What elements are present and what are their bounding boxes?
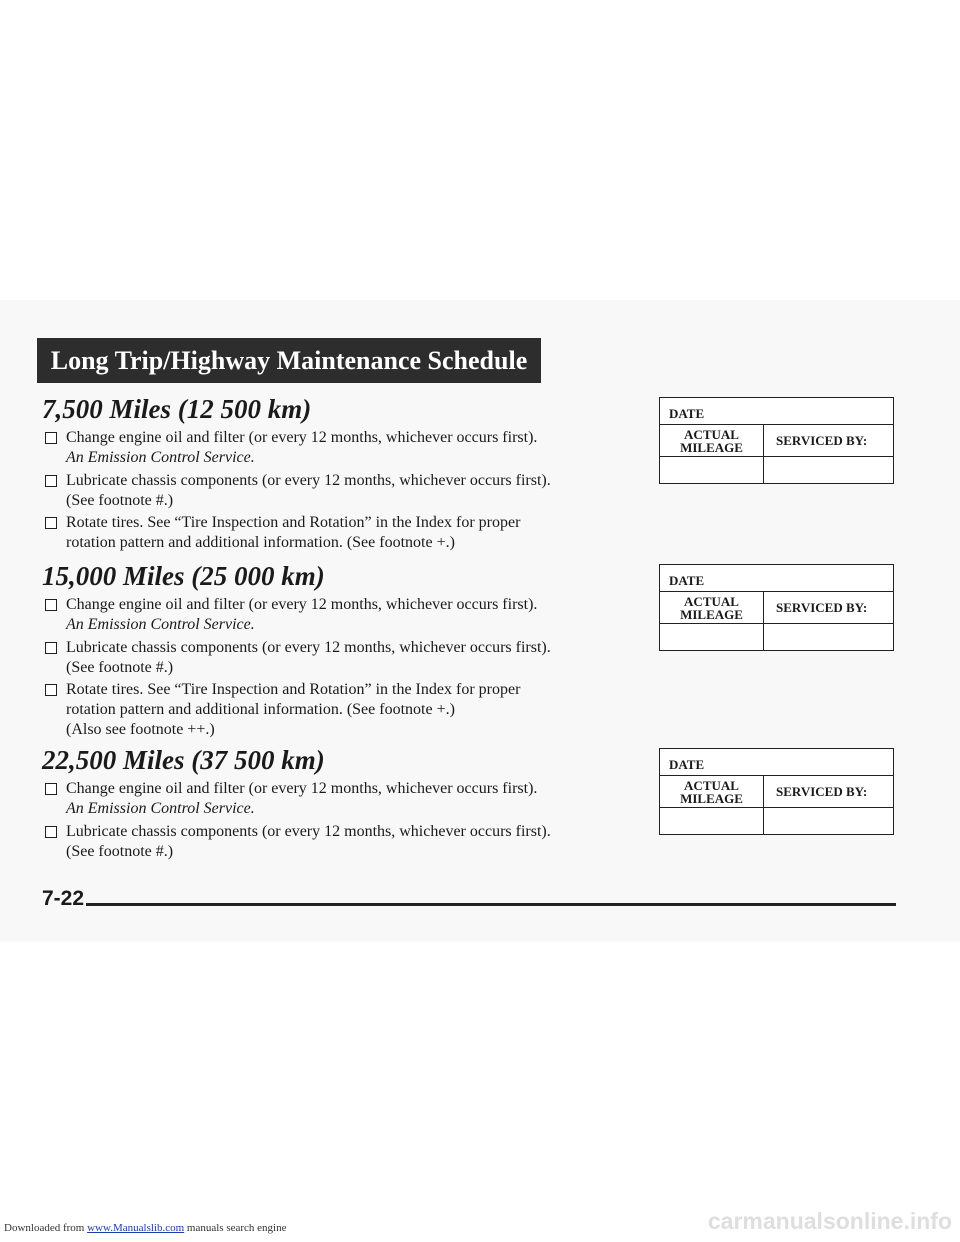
mileage-field[interactable] — [660, 624, 764, 650]
serviced-by-field[interactable] — [764, 457, 893, 483]
footer-rule — [86, 903, 896, 906]
list-item: Change engine oil and filter (or every 12 months, whichever occurs first). An Emission Control Service. — [42, 428, 642, 468]
checkbox[interactable] — [45, 517, 57, 529]
download-credit: Downloaded from www.Manualslib.com manuals search engine — [4, 1222, 287, 1234]
mileage-field[interactable] — [660, 808, 764, 834]
service-log-box — [659, 397, 894, 484]
serviced-by-label: SERVICED BY: — [764, 776, 893, 808]
checkbox[interactable] — [45, 475, 57, 487]
list-item: Lubricate chassis components (or every 12 months, whichever occurs first). (See footnote #.) — [42, 822, 642, 862]
list-item: Rotate tires. See “Tire Inspection and Rotation” in the Index for proper rotation pattern and additional information. (See footnote +.) — [42, 513, 642, 553]
checkbox[interactable] — [45, 783, 57, 795]
list-item: Change engine oil and filter (or every 12 months, whichever occurs first). An Emission Control Service. — [42, 595, 642, 635]
list-item: Rotate tires. See “Tire Inspection and Rotation” in the Index for proper rotation pattern and additional information. (See footnote +.) (Also see footnote ++.) — [42, 680, 642, 740]
service-log-box — [659, 748, 894, 835]
serviced-by-field[interactable] — [764, 624, 893, 650]
list-item: Change engine oil and filter (or every 12 months, whichever occurs first). An Emission Control Service. — [42, 779, 642, 819]
actual-mileage-label: ACTUAL MILEAGE — [660, 592, 764, 624]
date-field[interactable]: DATE — [660, 565, 893, 592]
watermark: carmanualsonline.info — [707, 1208, 952, 1234]
section-15000-miles — [42, 561, 642, 743]
serviced-by-field[interactable] — [764, 808, 893, 834]
page-title: Long Trip/Highway Maintenance Schedule — [37, 338, 541, 383]
mileage-field[interactable] — [660, 457, 764, 483]
section-22500-miles — [42, 745, 642, 864]
list-item: Lubricate chassis components (or every 12 months, whichever occurs first). (See footnote #.) — [42, 471, 642, 511]
checkbox[interactable] — [45, 684, 57, 696]
manualslib-link[interactable]: www.Manualslib.com — [87, 1222, 185, 1234]
serviced-by-label: SERVICED BY: — [764, 425, 893, 457]
checkbox[interactable] — [45, 599, 57, 611]
section-title: 22,500 Miles (37 500 km) — [42, 745, 325, 775]
serviced-by-label: SERVICED BY: — [764, 592, 893, 624]
actual-mileage-label: ACTUAL MILEAGE — [660, 425, 764, 457]
checkbox[interactable] — [45, 826, 57, 838]
list-item: Lubricate chassis components (or every 12 months, whichever occurs first). (See footnote #.) — [42, 638, 642, 678]
date-field[interactable]: DATE — [660, 398, 893, 425]
section-title: 15,000 Miles (25 000 km) — [42, 561, 325, 591]
checkbox[interactable] — [45, 432, 57, 444]
page-number: 7-22 — [42, 887, 85, 910]
section-title: 7,500 Miles (12 500 km) — [42, 394, 312, 424]
checkbox[interactable] — [45, 642, 57, 654]
section-7500-miles — [42, 394, 642, 556]
actual-mileage-label: ACTUAL MILEAGE — [660, 776, 764, 808]
service-log-box — [659, 564, 894, 651]
date-field[interactable]: DATE — [660, 749, 893, 776]
